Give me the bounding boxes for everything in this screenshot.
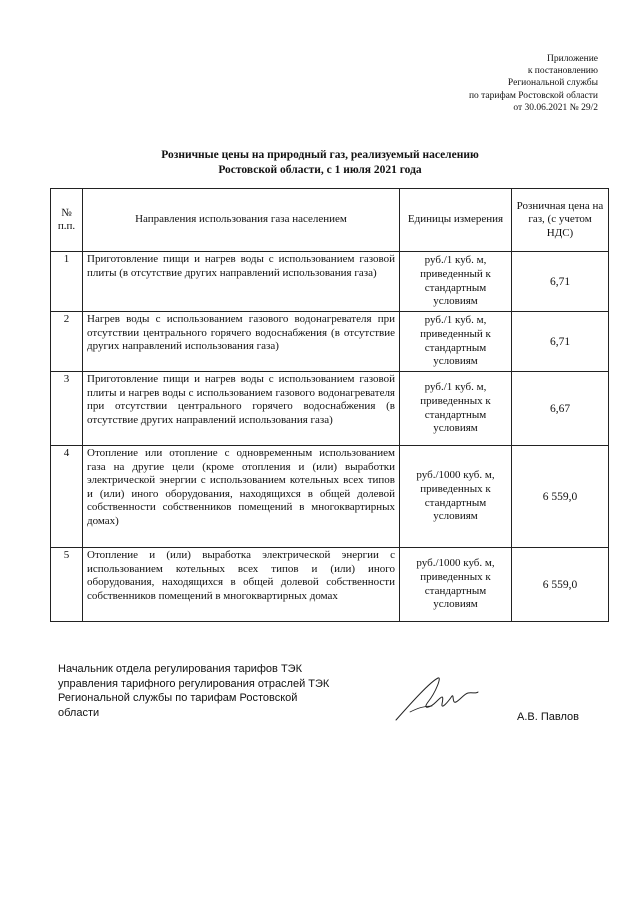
position-line: управления тарифного регулирования отраслей ТЭК [58,677,330,690]
row-unit: руб./1000 куб. м, приведенных к стандартным условиям [400,548,512,622]
signatory-position [58,662,329,720]
appendix-line: Региональной службы [507,78,598,89]
row-num: 2 [51,312,83,372]
row-num: 5 [51,548,83,622]
row-unit: руб./1 куб. м, приведенный к стандартным условиям [400,312,512,372]
row-price: 6,71 [512,252,609,312]
table-row [51,446,609,548]
row-direction: Нагрев воды с использованием газового водонагревателя при отсутствии центрального горячего водоснабжения (в отсутствие других направлений использования газа) [83,312,400,372]
row-direction: Приготовление пищи и нагрев воды с использованием газовой плиты (в отсутствие других направлений использования газа) [83,252,400,312]
row-num: 3 [51,372,83,446]
row-unit: руб./1 куб. м, приведенный к стандартным условиям [400,252,512,312]
appendix-block [469,53,598,114]
row-price: 6,71 [512,312,609,372]
row-direction: Приготовление пищи и нагрев воды с использованием газовой плиты и нагрев воды с использованием газового водонагревателя при отсутствии центрального горячего водоснабжения (в отсутствие других направлений использования газа) [83,372,400,446]
title-line-1: Розничные цены на природный газ, реализуемый населению [161,149,479,161]
row-price: 6,67 [512,372,609,446]
table-row [51,312,609,372]
position-line: области [58,706,100,719]
handwritten-signature [392,672,482,724]
header-num: № п.п. [51,189,83,252]
row-direction: Отопление или отопление с одновременным использованием газа на другие цели (кроме отопления и (или) выработки электрической энергии с использованием котельных всех типов и (или) иного оборудования, находящихся в общей долевой собственности собственников помещений в многоквартирных домах) [83,446,400,548]
appendix-line: по тарифам Ростовской области [468,90,598,101]
header-unit: Единицы измерения [400,189,512,252]
table-header-row [51,189,609,252]
row-num: 4 [51,446,83,548]
appendix-line: к постановлению [527,66,598,77]
row-unit: руб./1000 куб. м, приведенных к стандартным условиям [400,446,512,548]
header-price: Розничная цена на газ, (с учетом НДС) [512,189,609,252]
table-row [51,372,609,446]
table-row [51,252,609,312]
appendix-line: от 30.06.2021 № 29/2 [513,102,598,113]
row-price: 6 559,0 [512,446,609,548]
header-direction: Направления использования газа населением [83,189,400,252]
appendix-line: Приложение [547,54,598,64]
row-price: 6 559,0 [512,548,609,622]
position-line: Региональной службы по тарифам Ростовской [58,692,298,704]
title-line-2: Ростовской области, с 1 июля 2021 года [218,164,422,176]
document-title [0,148,640,178]
tariff-table [50,188,609,622]
position-line: Начальник отдела регулирования тарифов ТЭК [58,663,302,675]
row-direction: Отопление и (или) выработка электрической энергии с использованием котельных всех типов и (или) иного оборудования, находящихся в общей долевой собственности собственников помещений в многоквартирных домах [83,548,400,622]
row-unit: руб./1 куб. м, приведенных к стандартным условиям [400,372,512,446]
signatory-name: А.В. Павлов [517,711,579,723]
row-num: 1 [51,252,83,312]
table-row [51,548,609,622]
